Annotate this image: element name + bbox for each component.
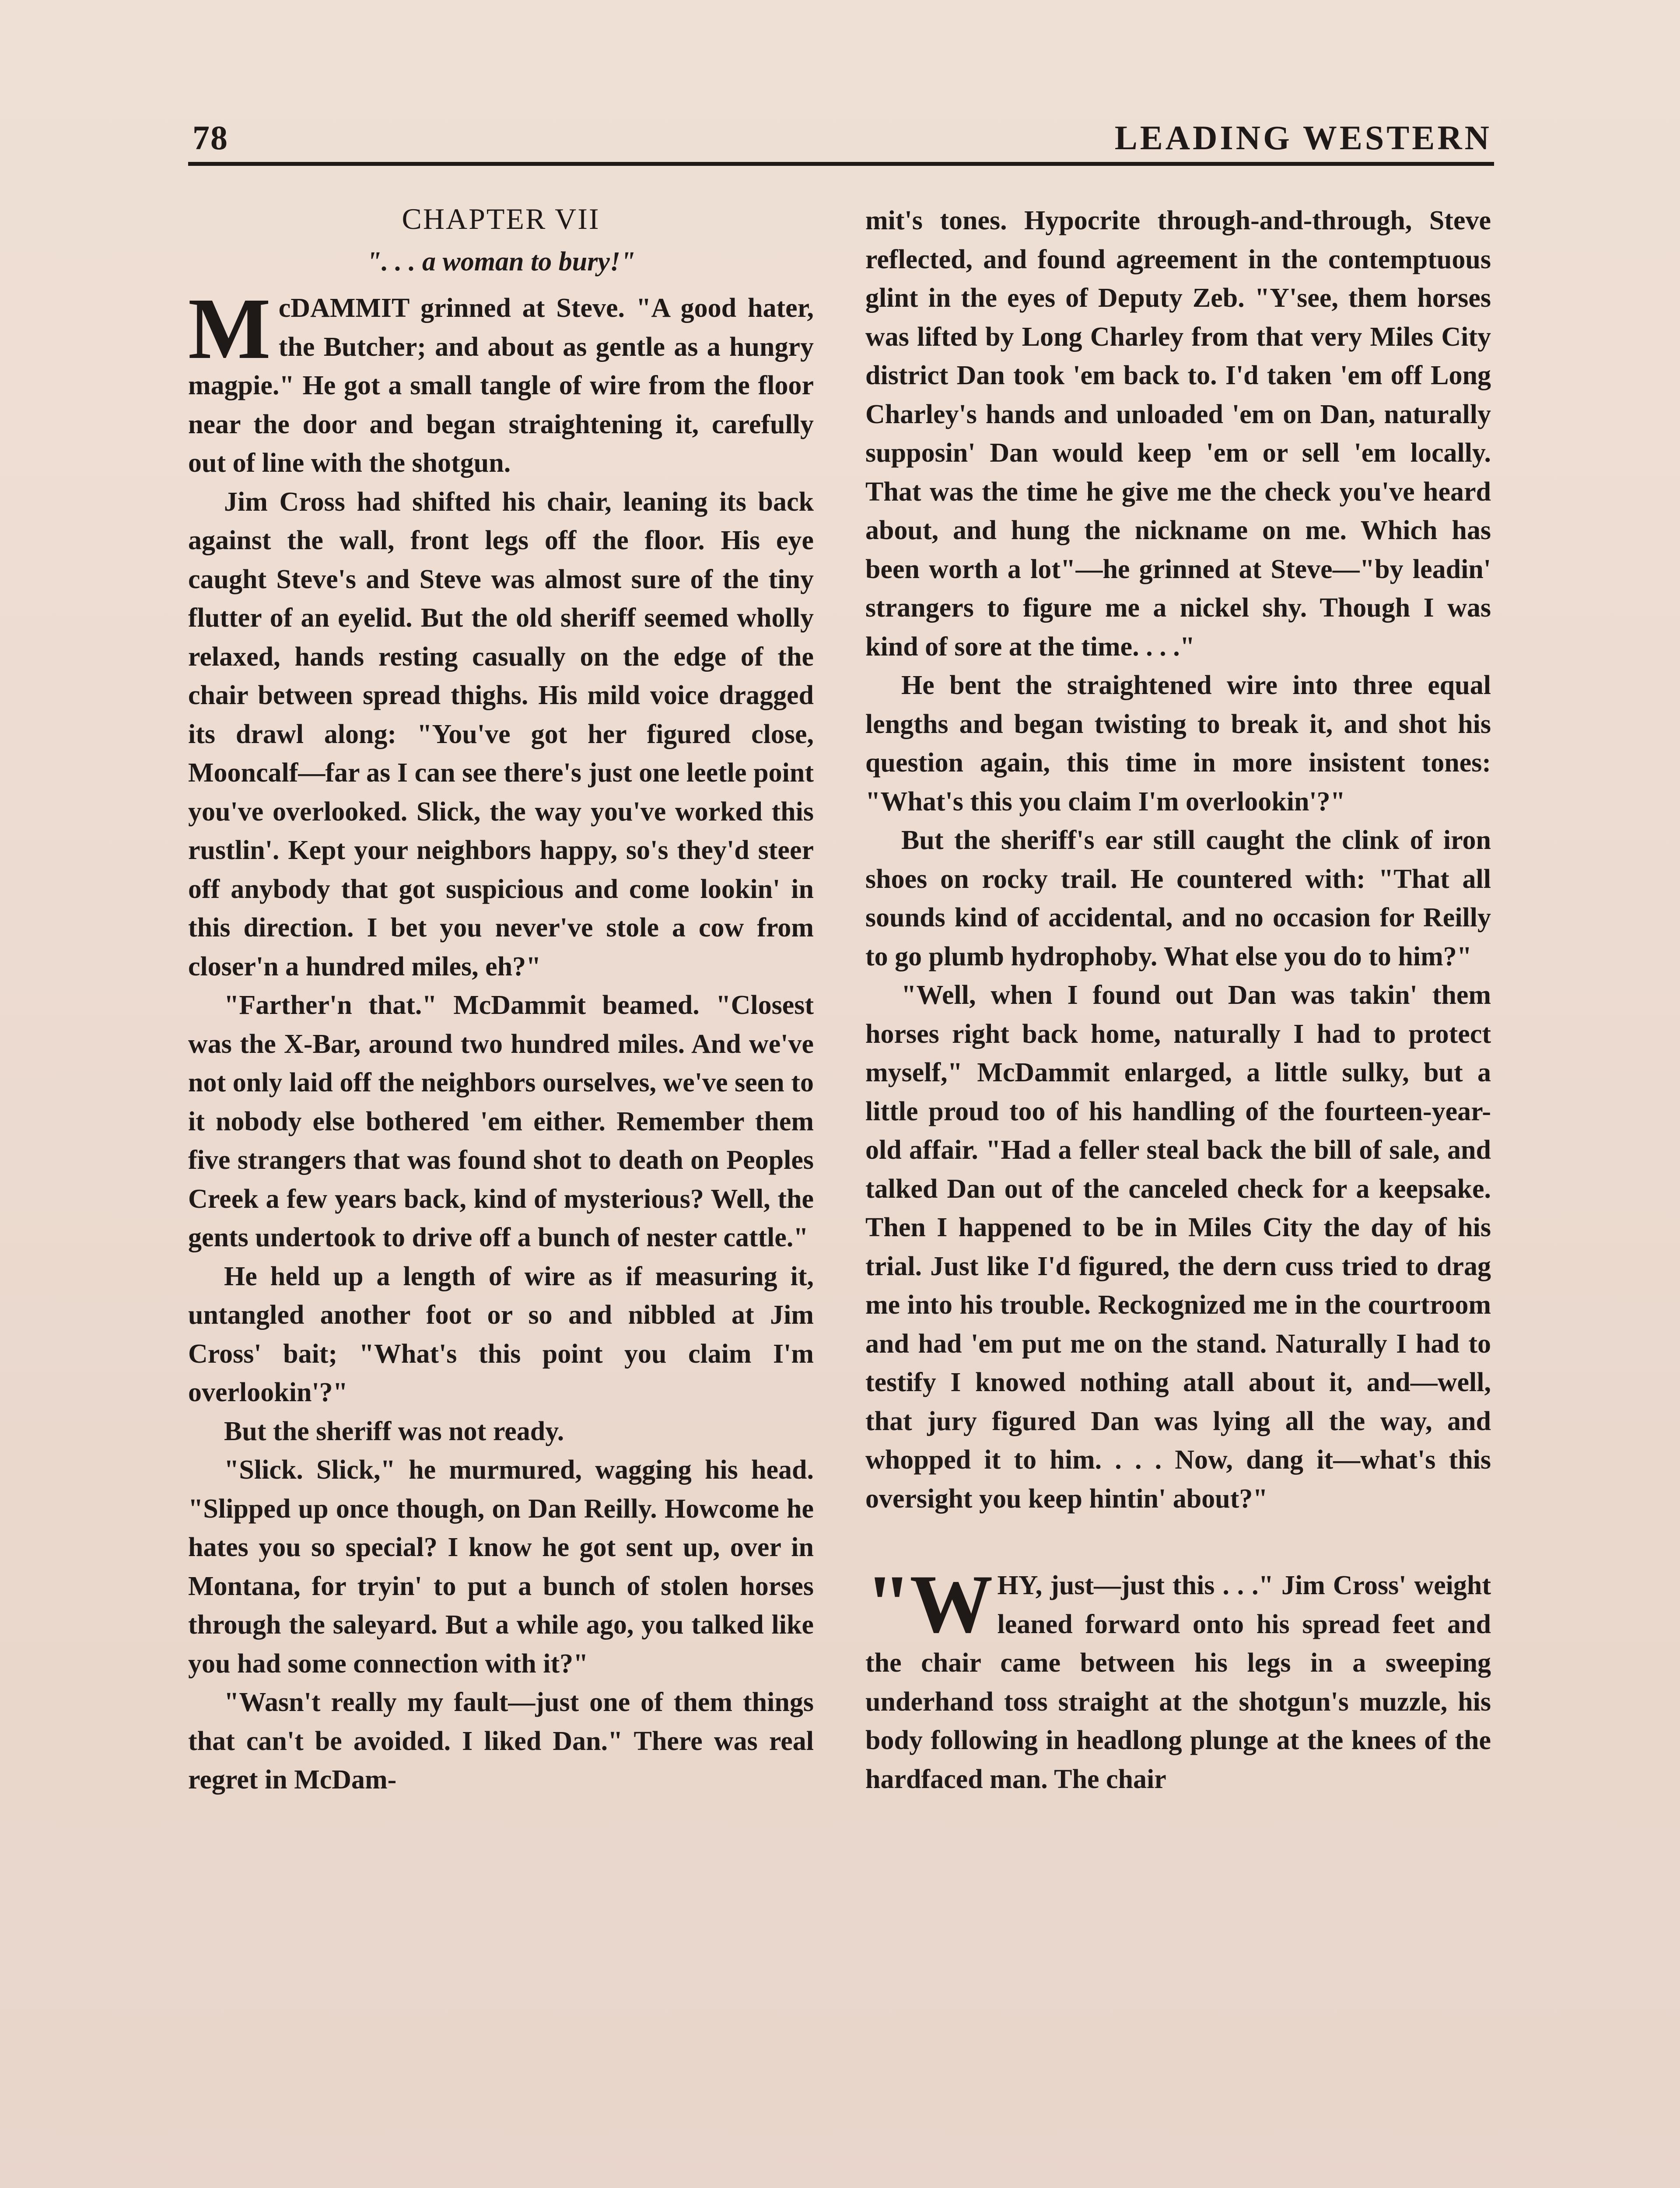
paragraph: Jim Cross had shifted his chair, leaning its back against the wall, front legs off the floor. His eye caught Steve's and Steve was almost sure of the tiny flutter of an eyelid. But the old sheriff seemed wholly relaxed, hands resting casually on the edge of the chair between spread thighs. His mild voice dragged its drawl along: "You've got her figured close, Mooncalf—far as I can see there's just one leetle point you've overlooked. Slick, the way you've worked this rustlin'. Kept your neighbors happy, so's they'd steer off anybody that got suspicious and come lookin' in this direction. I bet you never've stole a cow from closer'n a hundred miles, eh?" bbox=[188, 487, 814, 982]
magazine-title: LEADING WESTERN bbox=[1114, 119, 1492, 157]
drop-cap: "W bbox=[865, 1558, 991, 1650]
page-header bbox=[192, 118, 1492, 166]
paragraph-text: cDAMMIT grinned at Steve. "A good hater, the Butcher; and about as gentle as a hungry magpie." He got a small tangle of wire from the floor near the door and began straightening it, carefully out of line with the shotgun. bbox=[188, 293, 814, 478]
drop-cap: M bbox=[188, 281, 271, 377]
paragraph-text: HY, just—just this . . ." Jim Cross' weight leaned forward onto his spread feet and the chair came between his legs in a sweeping underhand toss straight at the shotgun's muzzle, his body following in headlong plunge at the knees of the hardfaced man. The chair bbox=[865, 1571, 1491, 1794]
header-rule bbox=[188, 162, 1494, 166]
paragraph bbox=[188, 281, 814, 483]
paragraph: But the sheriff was not ready. bbox=[224, 1416, 564, 1446]
paragraph: "Well, when I found out Dan was takin' them horses right back home, naturally I had to protect myself," McDammit enlarged, a little sulky, but a little proud too of his handling of the fourteen-year-old affair. "Had a feller steal back the bill of sale, and talked Dan out of the canceled check for a keepsake. Then I happened to be in Miles City the day of his trial. Just like I'd figured, the dern cuss tried to drag me into his trouble. Reckognized me in the courtroom and had 'em put me on the stand. Naturally I had to testify I knowed nothing atall about it, and—well, that jury figured Dan was lying all the way, and whopped it to him. . . . Now, dang it—what's this oversight you keep hintin' about?" bbox=[865, 980, 1491, 1514]
paragraph: "Farther'n that." McDammit beamed. "Closest was the X-Bar, around two hundred miles. And we've not only laid off the neighbors ourselves, we've seen to it nobody else bothered 'em either. Remember them five strangers that was found shot to death on Peoples Creek a few years back, kind of mysterious? Well, the gents undertook to drive off a bunch of nester cattle." bbox=[188, 990, 814, 1252]
paragraph: He held up a length of wire as if measuring it, untangled another foot or so and nibbled at Jim Cross' bait; "What's this point you claim I'm overlookin'?" bbox=[188, 1261, 814, 1407]
left-column bbox=[188, 201, 814, 1799]
paragraph bbox=[865, 1558, 1491, 1799]
right-column bbox=[865, 201, 1491, 1799]
paragraph: He bent the straightened wire into three equal lengths and began twisting to break it, and shot his question again, this time in more insistent tones: "What's this you claim I'm overlookin'?" bbox=[865, 670, 1491, 817]
paragraph: But the sheriff's ear still caught the clink of iron shoes on rocky trail. He countered with: "That all sounds kind of accidental, and no occasion for Reilly to go plumb hydrophoby. What else you do to him?" bbox=[865, 825, 1491, 971]
paragraph: mit's tones. Hypocrite through-and-through, Steve reflected, and found agreement in the contemptuous glint in the eyes of Deputy Zeb. "Y'see, them horses was lifted by Long Charley from that very Miles City district Dan took 'em back to. I'd taken 'em off Long Charley's hands and unloaded 'em on Dan, naturally supposin' Dan would keep 'em or sell 'em locally. That was the time he give me the check you've heard about, and hung the nickname on me. Which has been worth a lot"—he grinned at Steve—"by leadin' strangers to figure me a nickel shy. Though I was kind of sore at the time. . . ." bbox=[865, 206, 1491, 662]
chapter-title: CHAPTER VII bbox=[402, 202, 600, 235]
paragraph: "Wasn't really my fault—just one of them things that can't be avoided. I liked Dan." There was real regret in McDam- bbox=[188, 1687, 814, 1795]
page-number: 78 bbox=[192, 119, 228, 157]
paragraph: "Slick. Slick," he murmured, wagging his head. "Slipped up once though, on Dan Reilly. Howcome he hates you so special? I know he got sent up, over in Montana, for tryin' to put a bunch of stolen horses through the saleyard. But a while ago, you talked like you had some connection with it?" bbox=[188, 1455, 814, 1679]
chapter-subtitle: ". . . a woman to bury!" bbox=[366, 247, 636, 277]
